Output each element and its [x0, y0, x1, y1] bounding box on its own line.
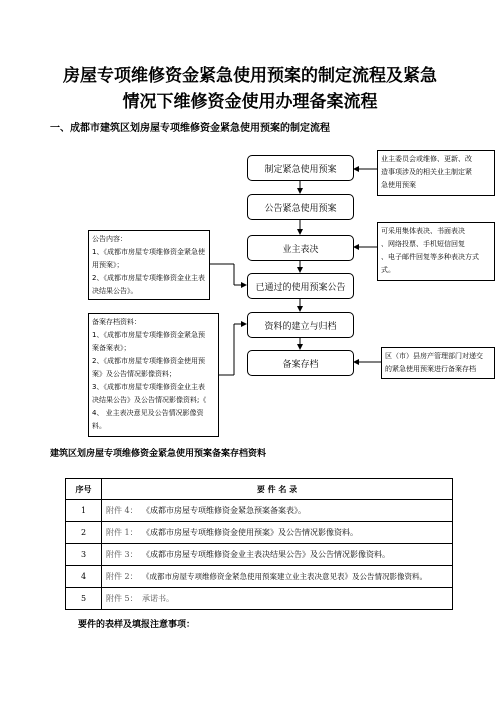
- flow-step-6: 备案存档: [247, 350, 354, 376]
- header-docs: 要 件 名 录: [102, 479, 453, 500]
- requirements-table: [65, 478, 453, 610]
- flow-step-3: 业主表决: [247, 235, 354, 261]
- document-title-line1: 房屋专项维修资金紧急使用预案的制定流程及紧急: [63, 66, 437, 86]
- flow-step-1: 制定紧急使用预案: [247, 155, 354, 181]
- flow-step-5: 资料的建立与归档: [247, 312, 354, 338]
- section1-heading: 一、成都市建筑区划房屋专项维修资金紧急使用预案的制定流程: [50, 123, 330, 134]
- requirements-note: 要件的表样及填报注意事项：: [78, 620, 196, 630]
- header-no: 序号: [66, 479, 102, 500]
- table-header-row: [66, 479, 453, 500]
- note-filing: 区（市）县房产管理部门对递交 的紧急使用预案进行备案存档: [381, 347, 495, 379]
- note-voting-methods: 可采用集体表决、书面表决 、网络投票、手机短信回复 、电子邮件回复等多种表决方式 式。: [377, 222, 495, 281]
- flow-step-4: 已通过的使用预案公告: [247, 273, 354, 299]
- flow-step-2: 公告紧急使用预案: [247, 194, 354, 220]
- section2-heading: 建筑区划房屋专项维修资金紧急使用预案备案存档资料: [50, 449, 267, 459]
- note-archive-materials: 备案存档资料： 1、《成都市房屋专项维修资金紧急预 案备案表》； 2、《成都市房屋专项维修资金使用预 案》及公告情况影像资料； 3、《成都市房屋专项维修资金业主表 决结果公告》及公告情况影像资料;《 4、 业主表决意见及公告情况影像资 料。: [88, 313, 219, 437]
- note-announcement-content: 公告内容： 1、《成都市房屋专项维修资金紧急使 用预案》； 2、《成都市房屋专项维修资金业主表 决结果公告》。: [88, 230, 210, 300]
- table-row: 3 附件 3： 《成都市房屋专项维修资金业主表决结果公告》及公告情况影像资料。: [66, 544, 453, 566]
- table-row: 4 附件 2： 《成都市房屋专项维修资金紧急使用预案建立业主表决意见表》及公告情况影像资料。: [66, 566, 453, 588]
- table-row: 1 附件 4： 《成都市房屋专项维修资金紧急预案备案表》。: [66, 500, 453, 522]
- document-title-line2: 情况下维修资金使用办理备案流程: [122, 92, 378, 112]
- table-row: 2 附件 1： 《成都市房屋专项维修资金使用预案》及公告情况影像资料。: [66, 522, 453, 544]
- note-create-plan: 业主委员会或维修、更新、改 造事项涉及的相关业主制定紧 急使用预案: [377, 150, 495, 196]
- table-row: 5 附件 5： 承诺书。: [66, 588, 453, 610]
